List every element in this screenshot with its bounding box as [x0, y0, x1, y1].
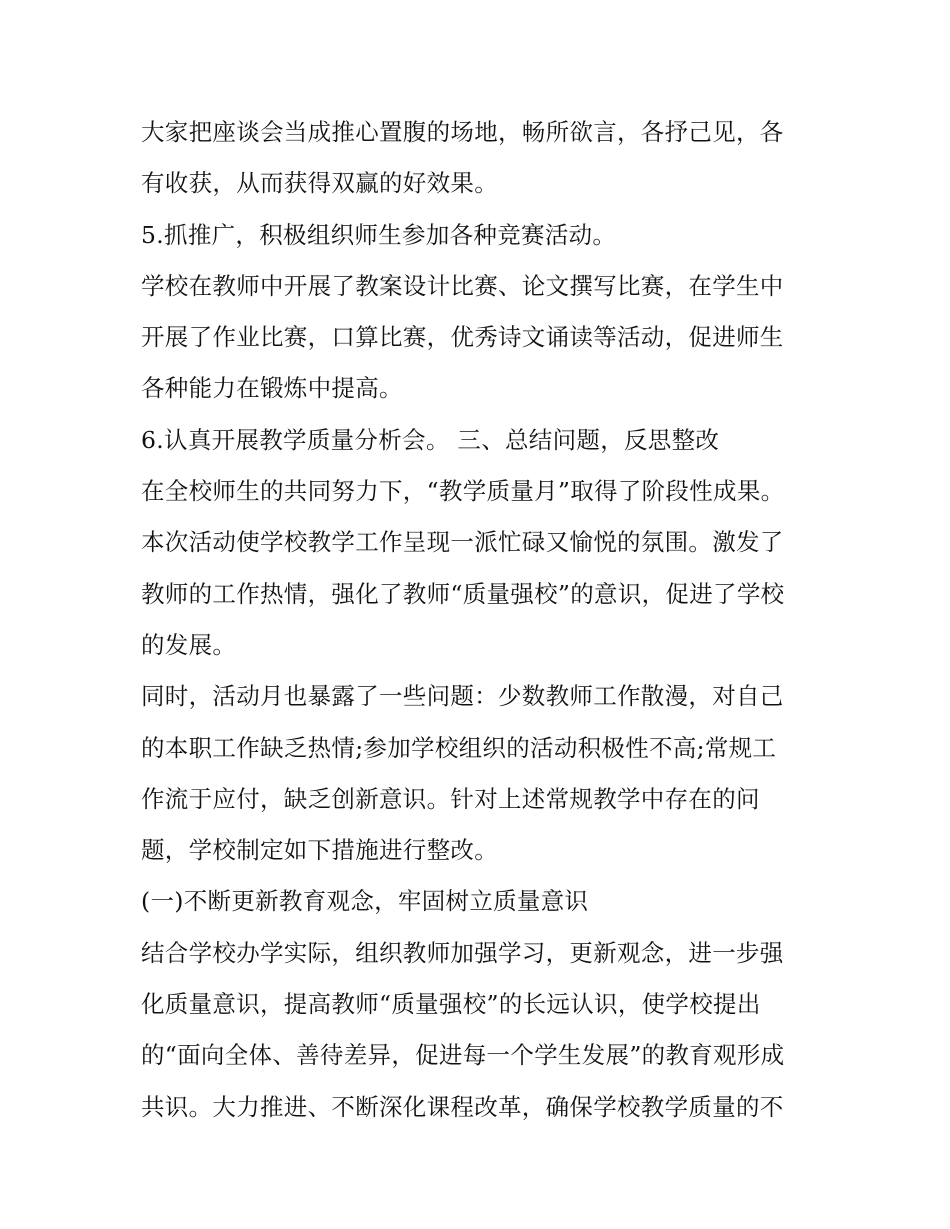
text-line: 学校在教师中开展了教案设计比赛、论文撰写比赛，在学生中 — [141, 271, 784, 300]
section-heading: (一)不断更新教育观念，牢固树立质量意识 — [141, 887, 589, 916]
text-line: 的发展。 — [141, 630, 237, 659]
text-line: 化质量意识，提高教师“质量强校”的长远认识，使学校提出 — [141, 990, 761, 1019]
text-line: 有收获，从而获得双赢的好效果。 — [141, 169, 498, 198]
text-line: 本次活动使学校教学工作呈现一派忙碌又愉悦的氛围。激发了 — [141, 528, 784, 557]
text-line: 共识。大力推进、不断深化课程改革，确保学校教学质量的不 — [141, 1092, 784, 1121]
text-line: 大家把座谈会当成推心置腹的场地，畅所欲言，各抒己见，各 — [141, 118, 784, 146]
text-line: 作流于应付，缺乏创新意识。针对上述常规教学中存在的问 — [141, 784, 760, 813]
text-line: 的“面向全体、善待差异，促进每一个学生发展”的教育观形成 — [141, 1041, 785, 1070]
text-line: 教师的工作热情，强化了教师“质量强校”的意识，促进了学校 — [141, 579, 785, 608]
text-line: 的本职工作缺乏热情;参加学校组织的活动积极性不高;常规工 — [141, 733, 777, 762]
text-line: 同时，活动月也暴露了一些问题：少数教师工作散漫，对自己 — [141, 682, 784, 711]
list-heading-5: 5.抓推广，积极组织师生参加各种竞赛活动。 — [141, 220, 617, 249]
text-line: 题，学校制定如下措施进行整改。 — [141, 836, 498, 865]
text-line: 开展了作业比赛，口算比赛，优秀诗文诵读等活动，促进师生 — [141, 323, 784, 352]
text-line: 结合学校办学实际，组织教师加强学习，更新观念，进一步强 — [141, 938, 784, 967]
document-body — [141, 107, 831, 1133]
text-line: 各种能力在锻炼中提高。 — [141, 374, 403, 403]
text-line: 在全校师生的共同努力下，“教学质量月”取得了阶段性成果。 — [141, 477, 785, 506]
list-heading-6: 6.认真开展教学质量分析会。 三、总结问题，反思整改 — [141, 425, 720, 454]
